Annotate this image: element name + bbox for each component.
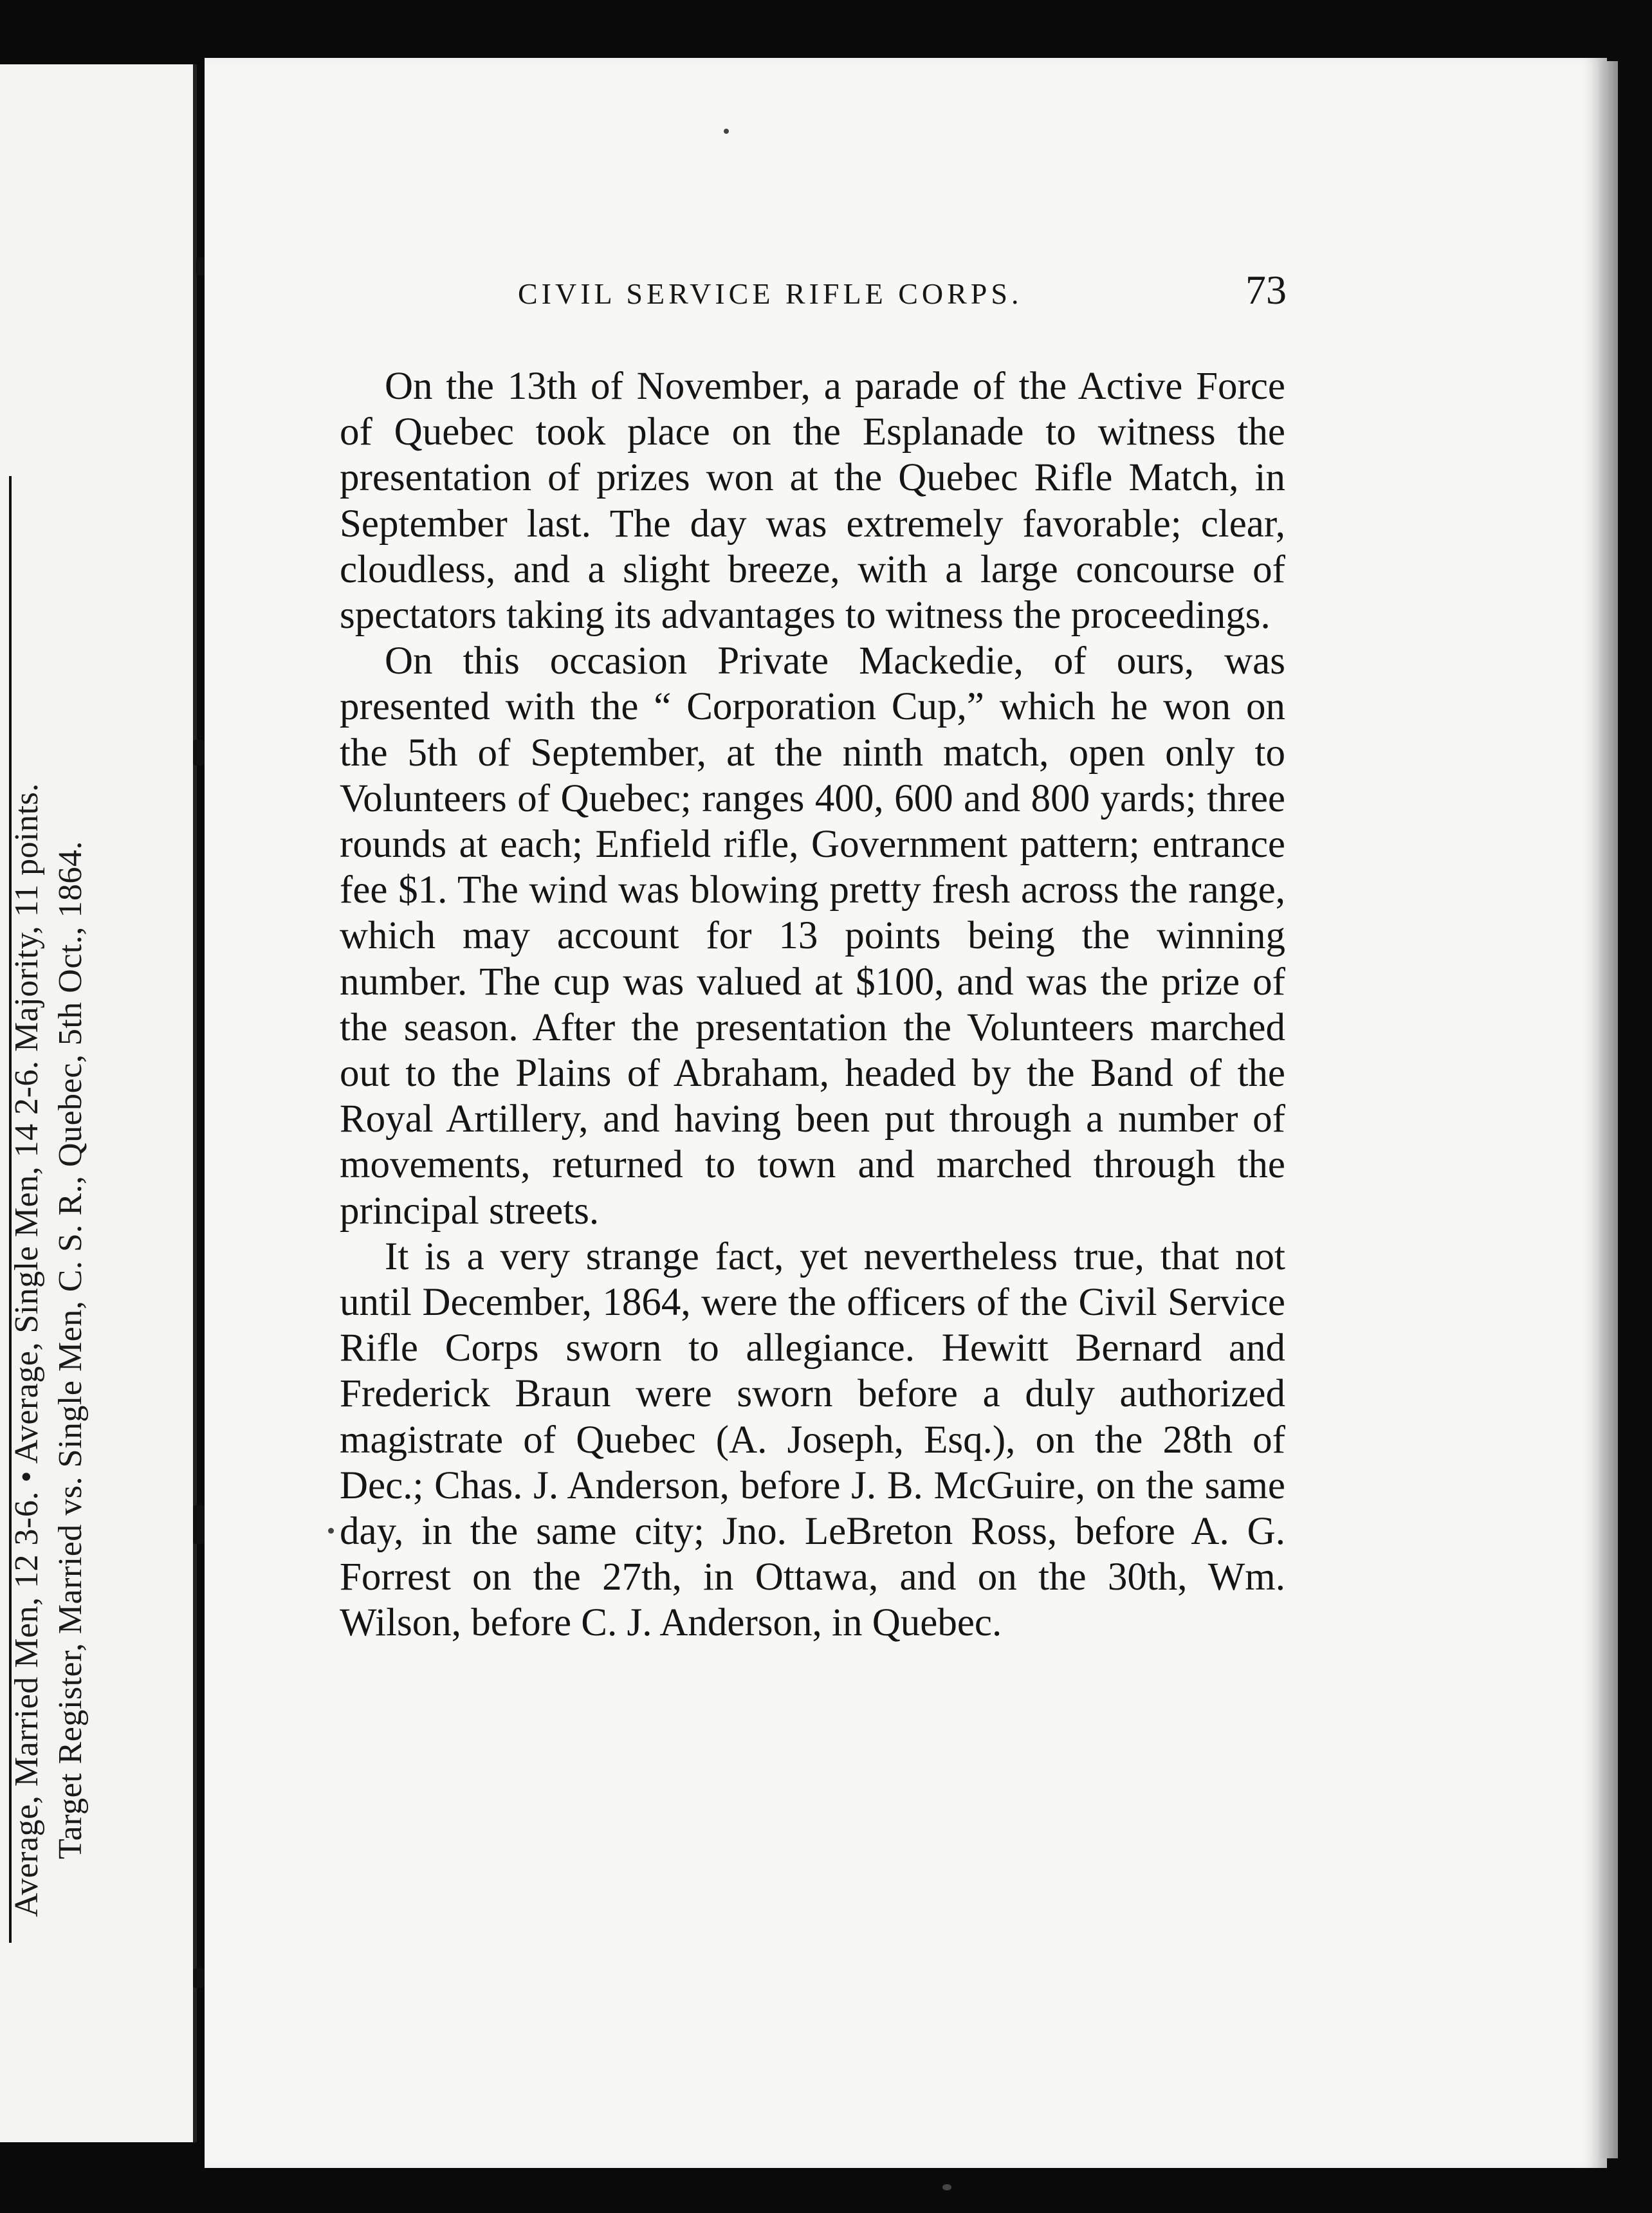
print-speck [724, 129, 729, 134]
binding-mark [193, 1969, 205, 1988]
page-edge [1599, 61, 1618, 2158]
paragraph: On the 13th of November, a parade of the Active Force of Quebec took place on the Esplanade to witness the presentation of prizes won at the Quebec Rifle Match, in September last. The day was extremely favorable; clear, cloudless, and a slight breeze, with a large concourse of spectators taking its advantages to witness the proceedings. [340, 365, 1285, 638]
print-speck [942, 2184, 951, 2190]
running-head [315, 267, 1287, 322]
paragraph: On this occasion Private Mackedie, of ours, was presented with the “ Corporation Cup,” which he won on the 5th of September, at the ninth match, open only to Volunteers of Quebec; ranges 400, 600 and 800 yards; three rounds at each; Enfield rifle, Government pattern; entrance fee $1. The wind was blowing pretty fresh across the range, which may account for 13 points being the winning number. The cup was valued at $100, and was the prize of the season. After the presentation the Volunteers marched out to the Plains of Abraham, headed by the Band of the Royal Artillery, and having been put through a number of movements, returned to town and marched through the principal streets. [340, 639, 1285, 1233]
rotated-margin-note [5, 502, 93, 1917]
paragraph: It is a very strange fact, yet nevertheless true, that not until December, 1864, were the officers of the Civil Service Rifle Corps sworn to allegiance. Hewitt Bernard and Frederick Braun were sworn before a duly authorized magistrate of Quebec (A. Joseph, Esq.), on the 28th of Dec.; Chas. J. Anderson, before J. B. McGuire, on the same day, in the same city; Jno. LeBreton Ross, before A. G. Forrest on the 27th, in Ottawa, and on the 30th, Wm. Wilson, before C. J. Anderson, in Quebec. [340, 1235, 1285, 1645]
print-speck [328, 1528, 334, 1534]
binding-mark [193, 740, 205, 766]
binding-mark [193, 1505, 205, 1544]
page-number: 73 [1245, 267, 1287, 313]
running-title: CIVIL SERVICE RIFLE CORPS. [518, 277, 1023, 310]
left-page [0, 64, 197, 2142]
body-text [340, 363, 1285, 1646]
margin-note-line-2: Target Register, Married vs. Single Men, C. S. R., Quebec, 5th Oct., 1864. [52, 841, 89, 1859]
margin-note-line-1: Average, Married Men, 12 3-6. • Average, Single Men, 14 2-6. Majority, 11 points. [8, 783, 45, 1917]
